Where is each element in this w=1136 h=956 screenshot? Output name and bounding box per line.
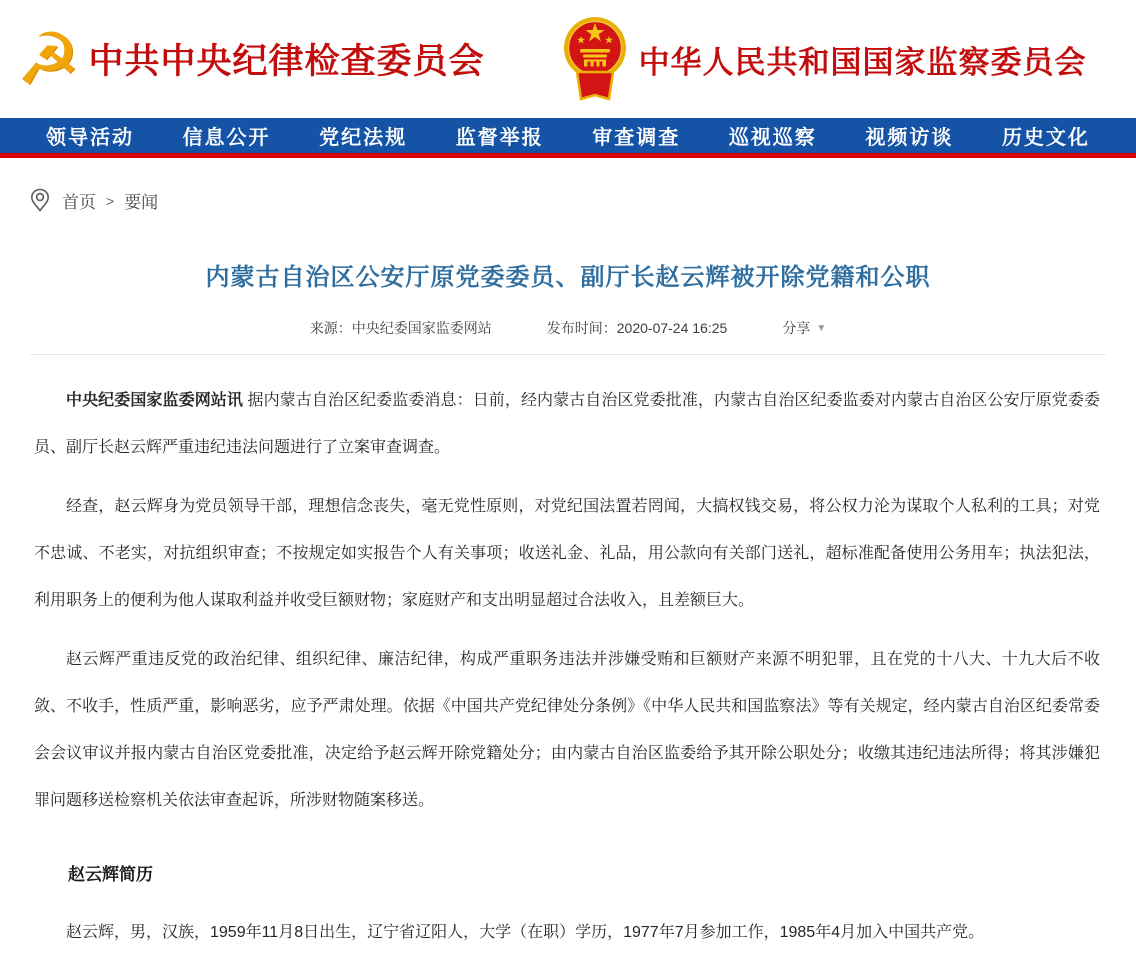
page-title: 内蒙古自治区公安厅原党委委员、副厅长赵云辉被开除党籍和公职 (205, 264, 931, 291)
paragraph-4: 赵云辉，男，汉族，1959年11月8日出生，辽宁省辽阳人，大学（在职）学历，1977年7月参加工作，1985年4月加入中国共产党。 (66, 924, 985, 941)
publish-time: 发布时间：2020-07-24 16:25 (546, 320, 728, 336)
location-pin-icon (30, 188, 50, 213)
resume-heading: 赵云辉简历 (68, 865, 153, 884)
share-button[interactable] (782, 318, 826, 338)
nav-item-leader-activities[interactable]: 领导活动 (46, 127, 134, 149)
article-meta (30, 318, 1106, 338)
nav-item-history-culture[interactable]: 历史文化 (1001, 127, 1090, 149)
breadcrumb-current-link[interactable]: 要闻 (124, 193, 159, 212)
ccdi-logo-text: 中共中央纪律检查委员会 (88, 42, 485, 81)
paragraph-1-rest: 据内蒙古自治区纪委监委消息：日前，经内蒙古自治区党委批准，内蒙古自治区纪委监委对内蒙古自治区公安厅原党委委员、副厅长赵云辉严重违纪违法问题进行了立案审查调查。 (34, 392, 1100, 456)
national-emblem-icon (563, 11, 627, 107)
share-label: 分享 (782, 320, 811, 336)
paragraph-3: 赵云辉严重违反党的政治纪律、组织纪律、廉洁纪律，构成严重职务违法并涉嫌受贿和巨额财产来源不明犯罪，且在党的十八大、十九大后不收敛、不收手，性质严重，影响恶劣，应予严肃处理。依据《中国共产党纪律处分条例》《中华人民共和国监察法》等有关规定，经内蒙古自治区纪委常委会会议审议并报内蒙古自治区党委批准，决定给予赵云辉开除党籍处分；由内蒙古自治区监委给予其开除公职处分；收缴其违纪违法所得；将其涉嫌犯罪问题移送检察机关依法审查起诉，所涉财物随案移送。 (34, 651, 1100, 809)
nsc-logo-text: 中华人民共和国国家监察委员会 (638, 44, 1087, 80)
nav-item-supervision-report[interactable]: 监督举报 (455, 127, 544, 149)
paragraph-1 (34, 377, 1100, 471)
nav-item-info-disclosure[interactable]: 信息公开 (182, 127, 271, 149)
paragraph-1-lead: 中央纪委国家监委网站讯 (66, 392, 243, 409)
nav-item-party-regulations[interactable]: 党纪法规 (319, 127, 408, 149)
breadcrumb (30, 188, 1136, 213)
breadcrumb-separator: > (106, 192, 115, 209)
main-nav (0, 118, 1136, 158)
nav-item-video-interviews[interactable]: 视频访谈 (865, 127, 954, 149)
paragraph-2: 经查，赵云辉身为党员领导干部，理想信念丧失，毫无党性原则，对党纪国法置若罔闻，大搞权钱交易，将公权力沦为谋取个人私利的工具；对党不忠诚、不老实，对抗组织审查；不按规定如实报告个人有关事项；收送礼金、礼品，用公款向有关部门送礼，超标准配备使用公务用车；执法犯法，利用职务上的便利为他人谋取利益并收受巨额财物；家庭财产和支出明显超过合法收入，且差额巨大。 (34, 498, 1100, 609)
ccdi-logo[interactable] (16, 17, 485, 101)
site-header (0, 0, 1136, 118)
breadcrumb-home-link[interactable]: 首页 (62, 193, 96, 212)
chevron-down-icon: ▼ (816, 322, 827, 334)
article-source: 来源：中央纪委国家监委网站 (309, 320, 492, 336)
nsc-logo[interactable] (563, 11, 1087, 107)
nav-item-review-investigation[interactable]: 审查调查 (592, 127, 681, 149)
article-meta-wrap (30, 318, 1106, 355)
party-emblem-icon: ☭ (16, 17, 81, 101)
nav-item-inspection-tours[interactable]: 巡视巡察 (728, 127, 817, 149)
article-body (0, 355, 1136, 956)
